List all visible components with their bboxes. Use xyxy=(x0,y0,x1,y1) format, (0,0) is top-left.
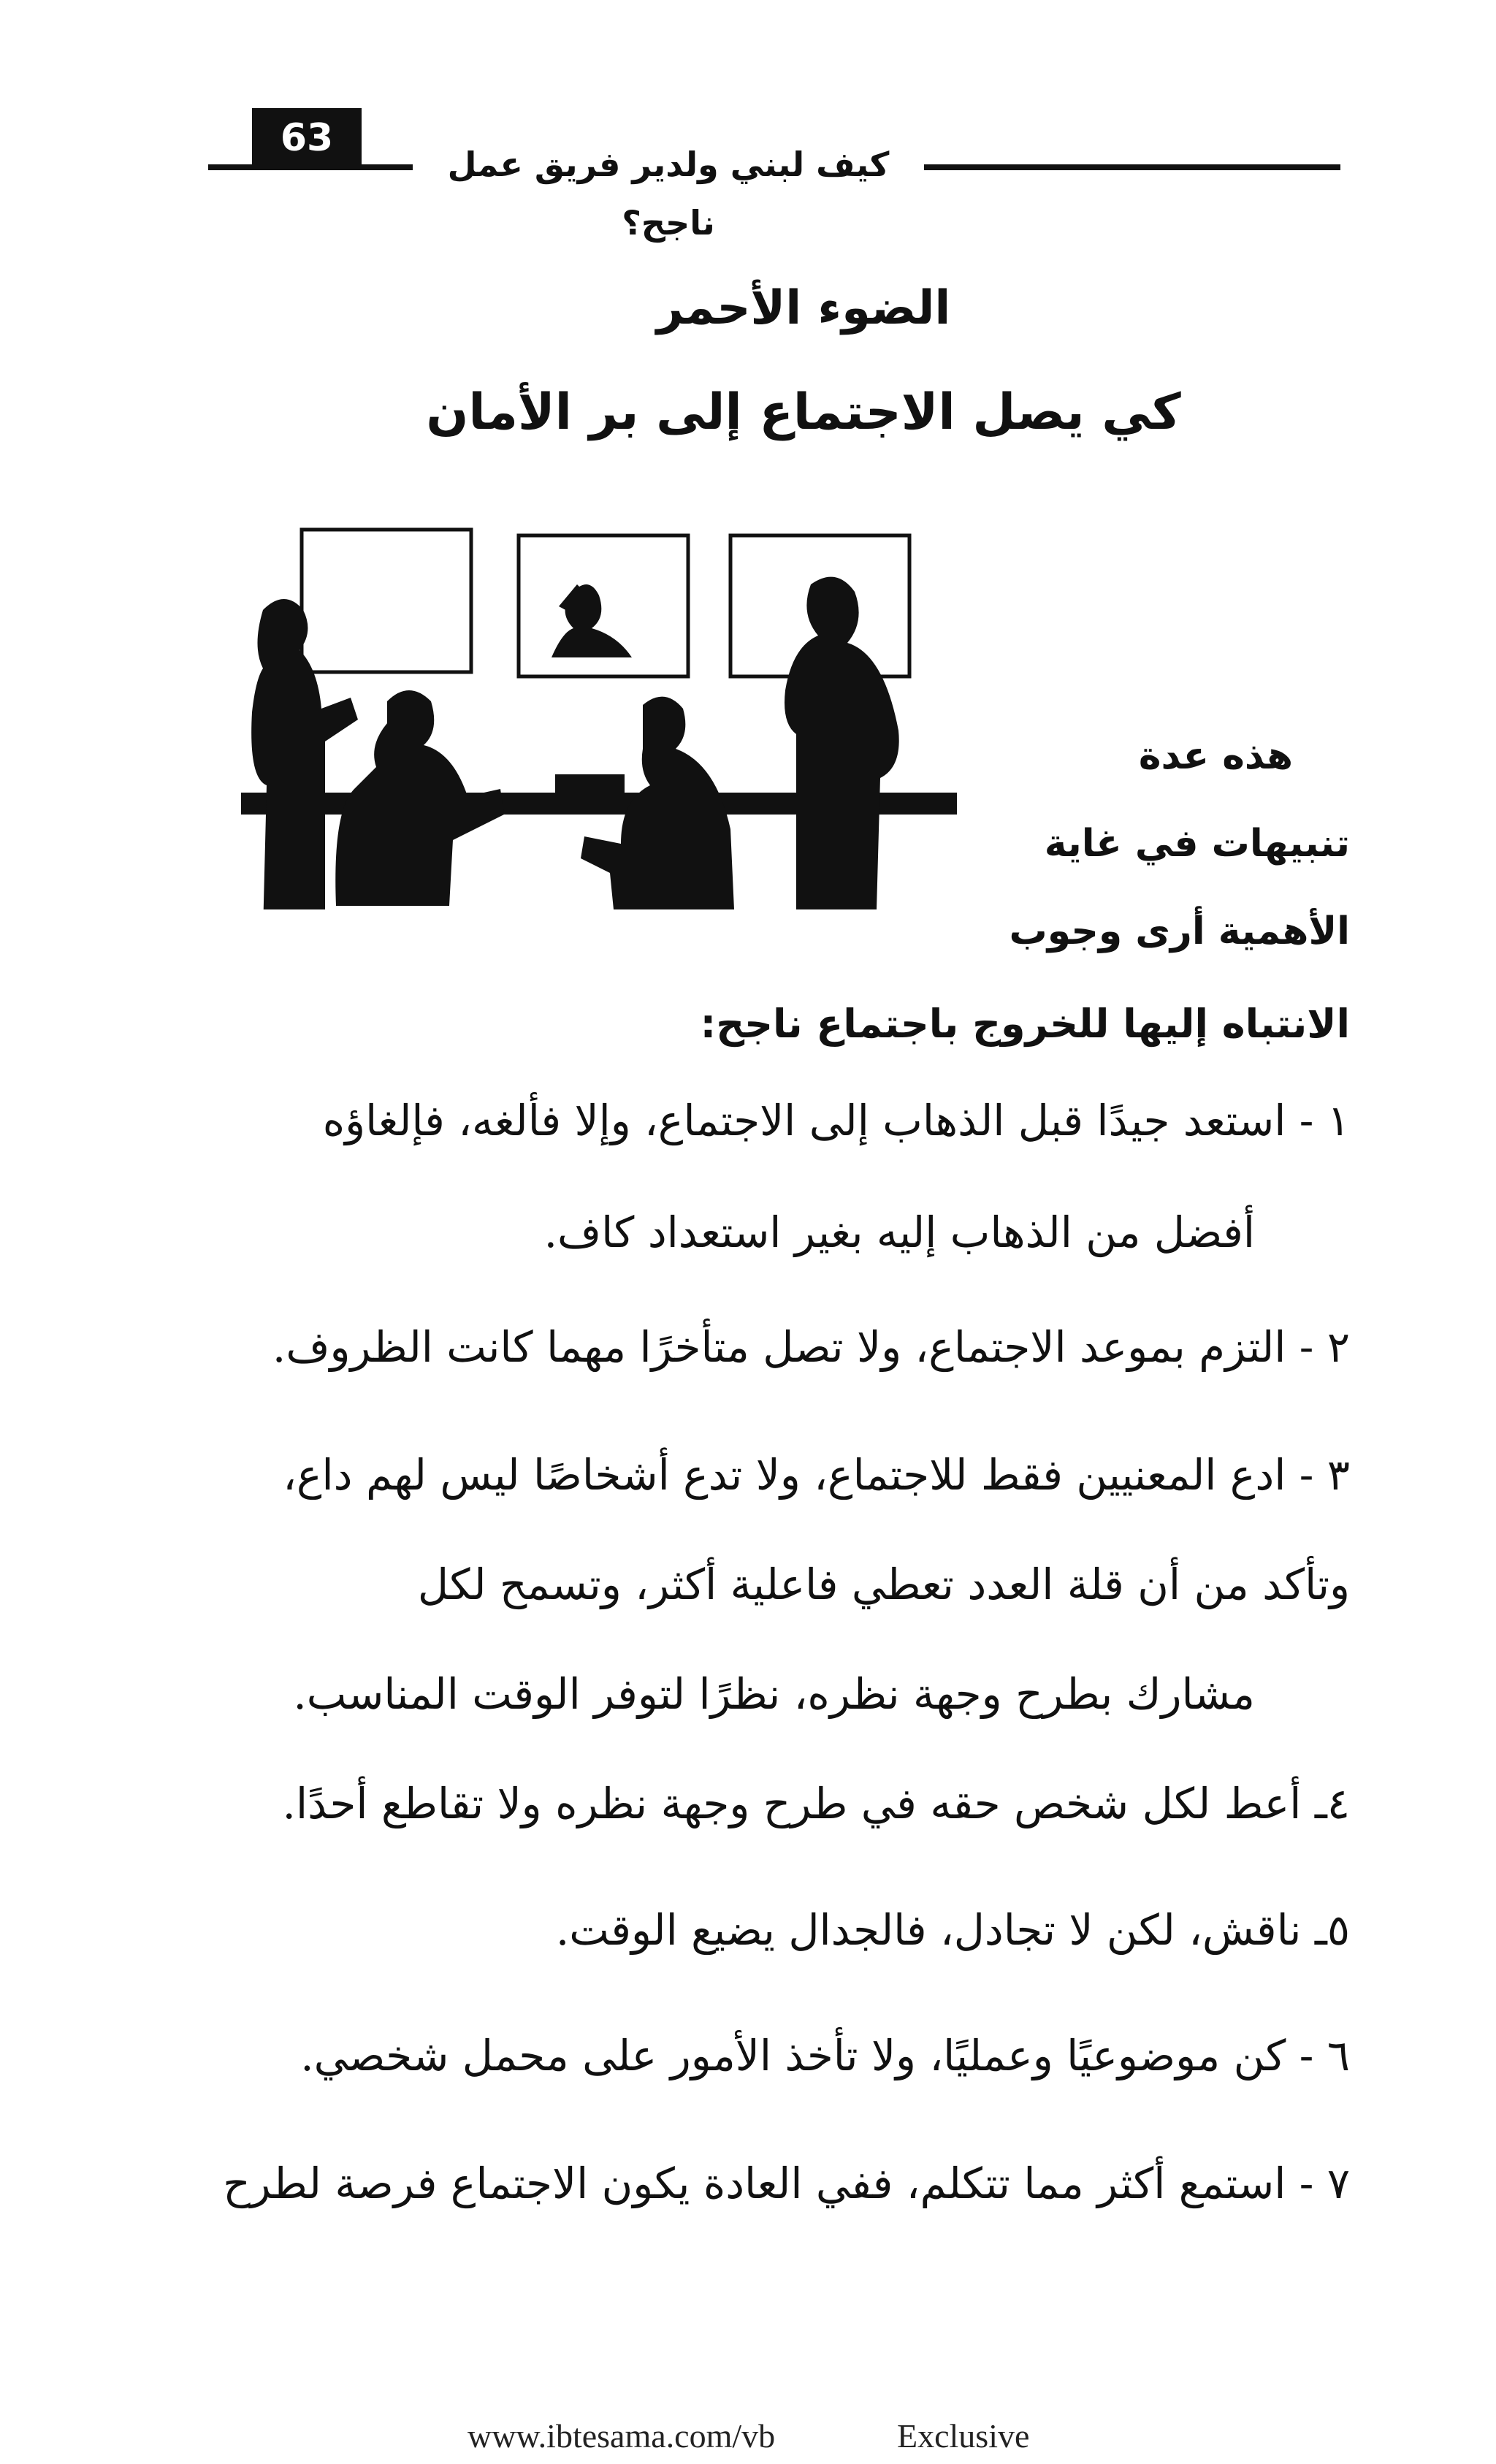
header-rule-right xyxy=(924,164,1340,170)
list-item-5: ٥ـ ناقش، لكن لا تجادل، فالجدال يضيع الوقت. xyxy=(555,1905,1350,1955)
person-seated-left-silhouette xyxy=(335,690,504,906)
intro-line-2: تنبيهات في غاية xyxy=(1044,822,1350,866)
phone-device xyxy=(555,774,625,800)
footer-tag: Exclusive xyxy=(897,2417,1030,2455)
intro-line-4: الانتباه إليها للخروج باجتماع ناجح: xyxy=(700,1001,1350,1047)
page-footer xyxy=(0,2417,1496,2460)
list-item-6: ٦ - كن موضوعيًا وعمليًا، ولا تأخذ الأمور على محمل شخصي. xyxy=(300,2031,1350,2080)
running-title: كيف لبني ولدير فريق عمل ناجح؟ xyxy=(447,145,890,243)
intro-line-1: هذه عدة xyxy=(1138,734,1293,778)
section-title: الضوء الأحمر xyxy=(656,281,951,335)
footer-url: www.ibtesama.com/vb xyxy=(468,2417,776,2455)
meeting-silhouettes-icon xyxy=(226,522,957,909)
person-center-silhouette xyxy=(552,584,632,657)
list-item-3-line-2: وتأكد من أن قلة العدد تعطي فاعلية أكثر، وتسمح لكل xyxy=(417,1560,1350,1609)
wall-frame-left xyxy=(302,530,471,672)
person-standing-right-silhouette xyxy=(785,577,899,909)
list-item-3-line-1: ٣ - ادع المعنيين فقط للاجتماع، ولا تدع أشخاصًا ليس لهم داع، xyxy=(283,1450,1350,1500)
list-item-1-line-2: أفضل من الذهاب إليه بغير استعداد كاف. xyxy=(543,1208,1255,1257)
list-item-4: ٤ـ أعط لكل شخص حقه في طرح وجهة نظره ولا تقاطع أحدًا. xyxy=(282,1779,1350,1828)
list-item-7: ٧ - استمع أكثر مما تتكلم، ففي العادة يكون الاجتماع فرصة لطرح xyxy=(223,2159,1350,2208)
page-number: 63 xyxy=(252,108,362,168)
page-header xyxy=(0,0,1496,243)
section-subtitle: كي يصل الاجتماع إلى بر الأمان xyxy=(426,384,1181,441)
list-item-3-line-3: مشارك بطرح وجهة نظره، نظرًا لتوفر الوقت المناسب. xyxy=(293,1669,1255,1719)
list-item-1-line-1: ١ - استعد جيدًا قبل الذهاب إلى الاجتماع، وإلا فألغه، فإلغاؤه xyxy=(322,1096,1350,1145)
list-item-2: ٢ - التزم بموعد الاجتماع، ولا تصل متأخرًا مهما كانت الظروف. xyxy=(272,1322,1350,1372)
intro-line-3: الأهمية أرى وجوب xyxy=(1009,909,1350,953)
